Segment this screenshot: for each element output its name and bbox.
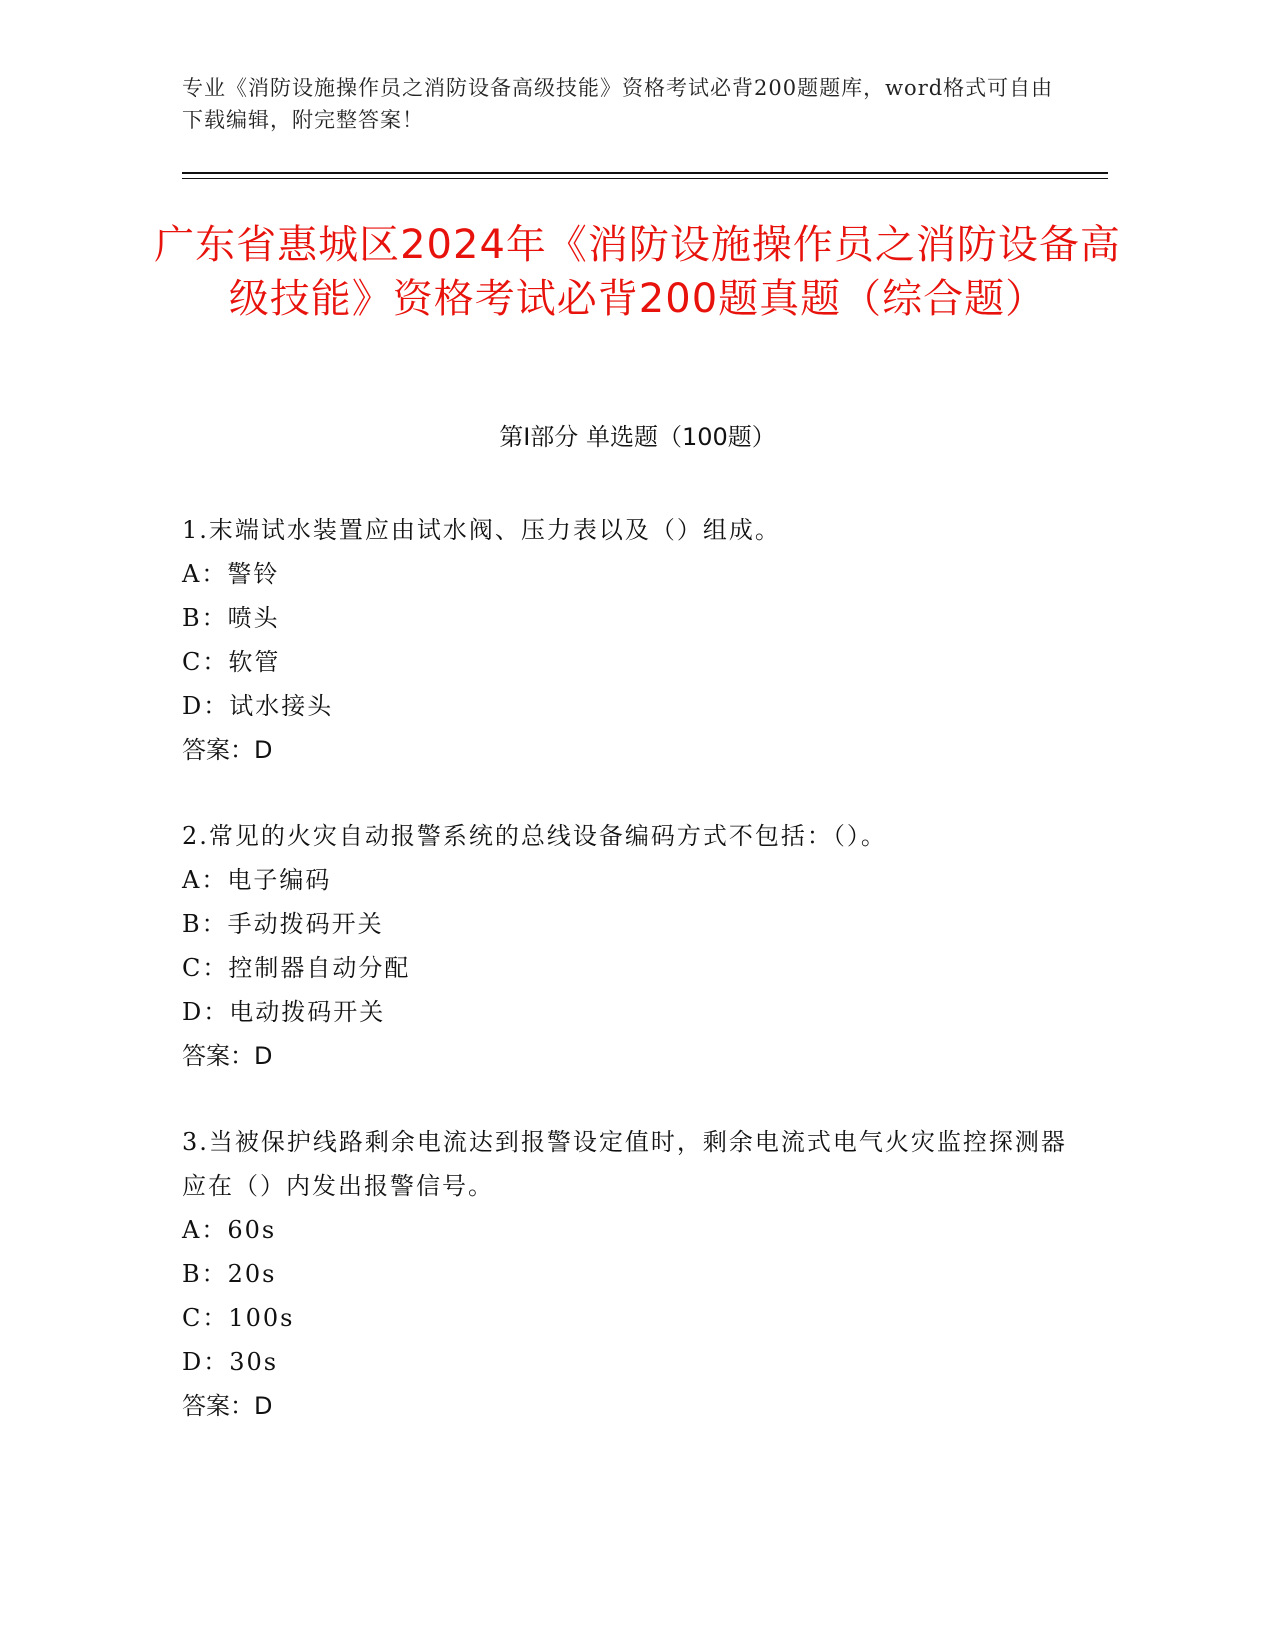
option-a: A：电子编码 (182, 866, 332, 894)
answer: 答案：D (182, 736, 273, 764)
option-c: C：100s (182, 1304, 295, 1332)
question-item (182, 508, 1082, 772)
option-a: A：60s (182, 1216, 277, 1244)
header-divider-thin (182, 178, 1108, 179)
question-stem: 1.末端试水装置应由试水阀、压力表以及（）组成。 (182, 516, 781, 544)
option-a: A：警铃 (182, 560, 280, 588)
header-divider-thick (182, 172, 1108, 174)
option-d: D：电动拨码开关 (182, 998, 386, 1026)
question-stem: 2.常见的火灾自动报警系统的总线设备编码方式不包括：（）。 (182, 822, 887, 850)
option-d: D：30s (182, 1348, 279, 1376)
question-item (182, 1120, 1082, 1428)
question-list (182, 508, 1082, 1470)
option-b: B：20s (182, 1260, 277, 1288)
option-b: B：喷头 (182, 604, 280, 632)
section-title: 第I部分 单选题（100题） (499, 423, 776, 451)
option-d: D：试水接头 (182, 692, 334, 720)
question-item (182, 814, 1082, 1078)
option-c: C：软管 (182, 648, 281, 676)
header-note: 专业《消防设施操作员之消防设备高级技能》资格考试必背200题题库，word格式可自由下载编辑，附完整答案！ (182, 76, 1054, 132)
answer: 答案：D (182, 1392, 273, 1420)
question-stem: 3.当被保护线路剩余电流达到报警设定值时，剩余电流式电气火灾监控探测器应在（）内发出报警信号。 (182, 1128, 1067, 1200)
option-c: C：控制器自动分配 (182, 954, 411, 982)
document-title: 广东省惠城区2024年《消防设施操作员之消防设备高级技能》资格考试必背200题真题（综合题） (154, 222, 1121, 322)
option-b: B：手动拨码开关 (182, 910, 384, 938)
answer: 答案：D (182, 1042, 273, 1070)
